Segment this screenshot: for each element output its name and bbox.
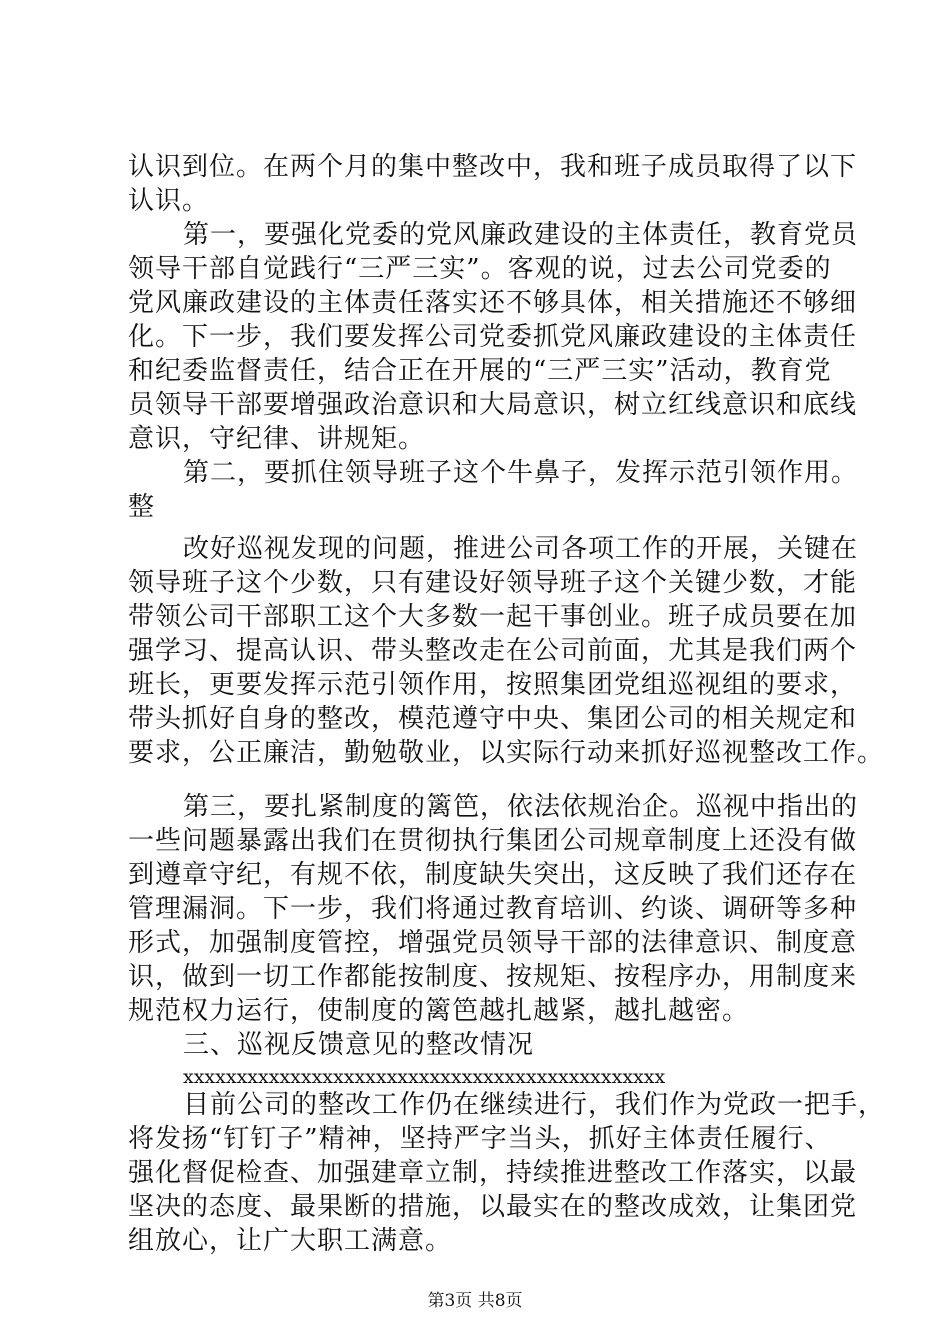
text-line: 带头抓好自身的整改，模范遵守中央、集团公司的相关规定和: [128, 704, 858, 734]
text-line: 强学习、提高认识、带头整改走在公司前面，尤其是我们两个: [128, 636, 858, 666]
text-line: 班长，更要发挥示范引领作用，按照集团党组巡视组的要求，: [128, 670, 858, 700]
text-line: 到遵章守纪，有规不依，制度缺失突出，这反映了我们还存在: [128, 860, 858, 890]
text-line: 党风廉政建设的主体责任落实还不够具体，相关措施还不够细: [128, 288, 858, 318]
text-line: 第三，要扎紧制度的篱笆，依法依规治企。巡视中指出的: [183, 792, 859, 822]
text-line: 领导班子这个少数，只有建设好领导班子这个关键少数，才能: [128, 568, 858, 598]
text-line: 要求，公正廉洁，勤勉敬业，以实际行动来抓好巡视整改工作。: [128, 738, 885, 768]
section-heading: 三、巡视反馈意见的整改情况: [183, 1030, 535, 1060]
text-line: 第二，要抓住领导班子这个牛鼻子，发挥示范引领作用。: [183, 458, 859, 488]
text-line: 形式，加强制度管控，增强党员领导干部的法律意识、制度意: [128, 928, 858, 958]
text-line: 规范权力运行，使制度的篱笆越扎越紧，越扎越密。: [128, 996, 750, 1026]
text-line: 认识到位。在两个月的集中整改中，我和班子成员取得了以下: [128, 152, 858, 182]
text-line: 领导干部自觉践行“三严三实”。客观的说，过去公司党委的: [128, 254, 832, 284]
page-footer: 第3页 共8页: [427, 1291, 523, 1311]
text-line: 改好巡视发现的问题，推进公司各项工作的开展，关键在: [183, 534, 859, 564]
text-line: 意识，守纪律、讲规矩。: [128, 424, 426, 454]
text-line: 组放心，让广大职工满意。: [128, 1226, 453, 1256]
text-line: 员领导干部要增强政治意识和大局意识，树立红线意识和底线: [128, 390, 858, 420]
text-line: 强化督促检查、加强建章立制，持续推进整改工作落实，以最: [128, 1158, 858, 1188]
text-line: 一些问题暴露出我们在贯彻执行集团公司规章制度上还没有做: [128, 826, 858, 856]
text-line: 第一，要强化党委的党风廉政建设的主体责任，教育党员: [183, 220, 859, 250]
text-line: 整: [128, 492, 156, 522]
placeholder-line: xxxxxxxxxxxxxxxxxxxxxxxxxxxxxxxxxxxxxxxxxxxxx: [183, 1066, 666, 1088]
text-line: 识，做到一切工作都能按制度、按规矩、按程序办，用制度来: [128, 962, 858, 992]
text-line: 管理漏洞。下一步，我们将通过教育培训、约谈、调研等多种: [128, 894, 858, 924]
text-line: 将发扬“钉钉子”精神，坚持严字当头，抓好主体责任履行、: [128, 1124, 832, 1154]
text-line: 认识。: [128, 186, 210, 216]
text-line: 化。下一步，我们要发挥公司党委抓党风廉政建设的主体责任: [128, 322, 858, 352]
text-line: 坚决的态度、最果断的措施，以最实在的整改成效，让集团党: [128, 1192, 858, 1222]
text-line: 目前公司的整改工作仍在继续进行，我们作为党政一把手，: [183, 1090, 886, 1120]
text-line: 带领公司干部职工这个大多数一起干事创业。班子成员要在加: [128, 602, 858, 632]
text-line: 和纪委监督责任，结合正在开展的“三严三实”活动，教育党: [128, 356, 832, 386]
